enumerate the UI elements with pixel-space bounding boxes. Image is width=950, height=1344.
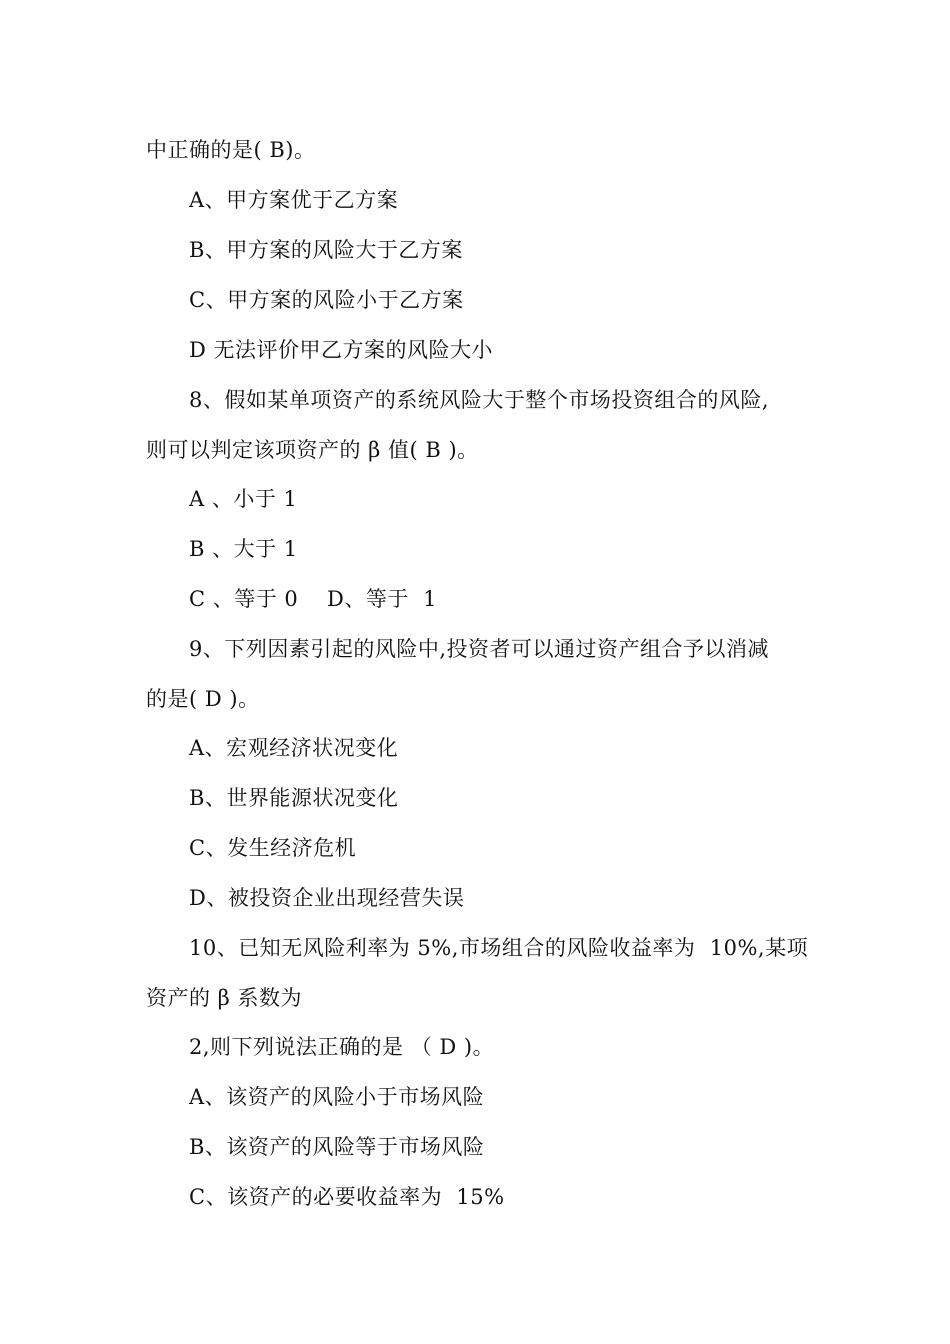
text-line: 资产的 β 系数为	[146, 986, 302, 1010]
text-line: D 无法评价甲乙方案的风险大小	[189, 338, 494, 362]
text-line: A、该资产的风险小于市场风险	[189, 1085, 485, 1109]
text-line: C 、等于 0 D、等于 1	[189, 587, 438, 611]
text-line: 8、假如某单项资产的系统风险大于整个市场投资组合的风险,	[189, 388, 770, 412]
text-line: 中正确的是( B)。	[146, 138, 316, 162]
text-line: 10、已知无风险利率为 5%,市场组合的风险收益率为 10%,某项	[189, 936, 809, 960]
text-line: A、宏观经济状况变化	[189, 736, 399, 760]
text-line: D、被投资企业出现经营失误	[189, 886, 465, 910]
text-line: B 、大于 1	[189, 537, 298, 561]
text-line: B、甲方案的风险大于乙方案	[189, 238, 463, 262]
text-line: 9、下列因素引起的风险中,投资者可以通过资产组合予以消减	[189, 637, 770, 661]
text-line: A、甲方案优于乙方案	[189, 188, 399, 212]
text-line: C、该资产的必要收益率为 15%	[189, 1185, 505, 1209]
text-line: B、世界能源状况变化	[189, 786, 399, 810]
text-line: C、发生经济危机	[189, 836, 357, 860]
text-line: 2,则下列说法正确的是 （ D )。	[189, 1035, 495, 1059]
text-line: A 、小于 1	[189, 487, 298, 511]
text-line: 则可以判定该项资产的 β 值( B )。	[146, 438, 479, 462]
text-line: C、甲方案的风险小于乙方案	[189, 288, 464, 312]
text-line: 的是( D )。	[146, 687, 260, 711]
text-line: B、该资产的风险等于市场风险	[189, 1135, 485, 1159]
